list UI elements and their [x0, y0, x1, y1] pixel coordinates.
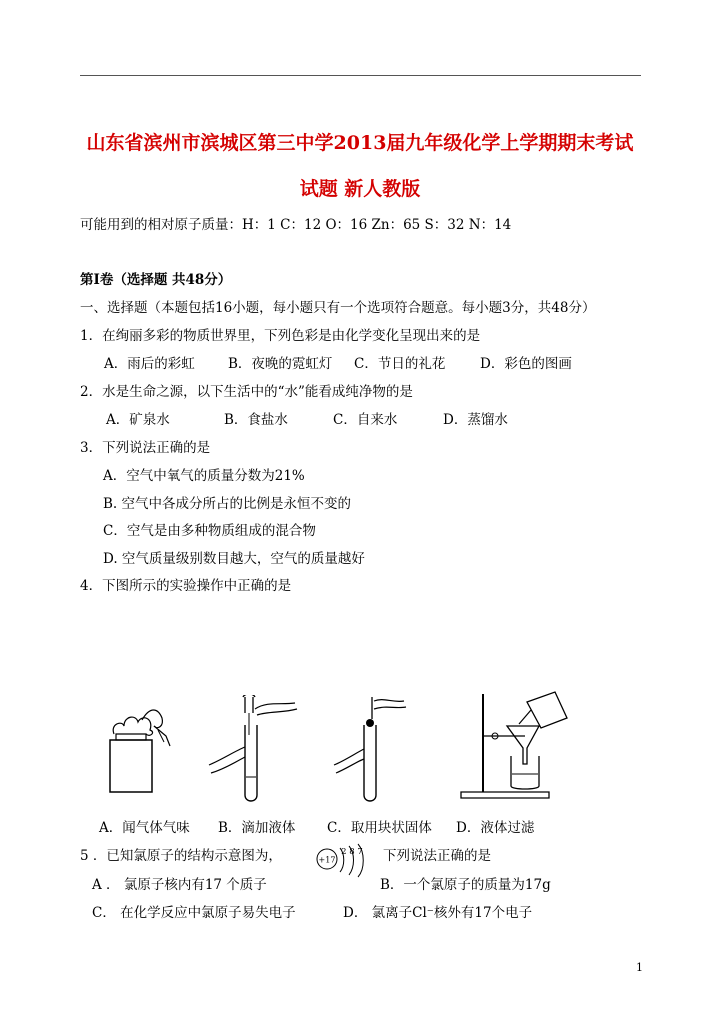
question-3-option-d: D. 空气质量级别数目越大，空气的质量越好 — [103, 551, 365, 567]
atom-shells-label: 2 8 7 — [341, 847, 363, 857]
question-4-option-d: D．液体过滤 — [456, 820, 535, 836]
section-heading: 第Ⅰ卷（选择题 共48分） — [80, 272, 232, 288]
part1-intro: 一、选择题（本题包括16小题，每小题只有一个选项符合题意。每小题3分，共48分） — [80, 300, 596, 316]
question-4-stem: 4．下图所示的实验操作中正确的是 — [80, 578, 292, 594]
question-3-stem: 3．下列说法正确的是 — [80, 440, 211, 456]
take-solid-figure — [330, 695, 420, 805]
question-2-option-c: C．自来水 — [333, 412, 398, 428]
question-3-option-b: B. 空气中各成分所占的比例是永恒不变的 — [103, 496, 352, 512]
question-3-option-a: A．空气中氧气的质量分数为21% — [103, 468, 305, 484]
atom-nucleus-label: +17 — [318, 855, 336, 865]
question-4-option-a: A．闻气体气味 — [99, 820, 190, 836]
question-5-stem-part2: 下列说法正确的是 — [383, 848, 491, 864]
question-1-stem: 1．在绚丽多彩的物质世界里，下列色彩是由化学变化呈现出来的是 — [80, 328, 481, 344]
header-rule — [80, 75, 641, 76]
question-2-option-b: B．食盐水 — [224, 412, 288, 428]
filtration-figure — [455, 690, 580, 805]
page-number: 1 — [636, 961, 643, 974]
question-5-option-d: D． 氯离子Cl⁻核外有17个电子 — [343, 905, 533, 921]
question-5-option-b: B．一个氯原子的质量为17g — [380, 877, 551, 893]
question-5-stem-part1: 5 ．已知氯原子的结构示意图为， — [80, 848, 282, 864]
question-4-option-b: B．滴加液体 — [218, 820, 296, 836]
question-2-stem: 2．水是生命之源，以下生活中的“水”能看成纯净物的是 — [80, 384, 413, 400]
atomic-mass-line: 可能用到的相对原子质量：H：1 C：12 O：16 Zn：65 S：32 N：14 — [80, 217, 512, 233]
question-4-option-c: C．取用块状固体 — [327, 820, 432, 836]
document-title-line2: 试题 新人教版 — [299, 178, 421, 200]
question-1-option-c: C．节日的礼花 — [354, 356, 446, 372]
question-1-option-a: A．雨后的彩虹 — [104, 356, 195, 372]
question-2-option-d: D．蒸馏水 — [443, 412, 508, 428]
question-2-option-a: A．矿泉水 — [106, 412, 170, 428]
drop-liquid-figure — [205, 695, 305, 805]
question-5-option-a: A ． 氯原子核内有17 个质子 — [92, 877, 267, 893]
question-3-option-c: C．空气是由多种物质组成的混合物 — [103, 523, 316, 539]
chlorine-atom-diagram — [313, 842, 375, 880]
question-1-option-d: D．彩色的图画 — [480, 356, 572, 372]
question-1-option-b: B．夜晚的霓虹灯 — [228, 356, 333, 372]
question-5-option-c: C． 在化学反应中氯原子易失电子 — [92, 905, 296, 921]
smell-gas-figure — [100, 700, 180, 800]
document-title-line1: 山东省滨州市滨城区第三中学2013届九年级化学上学期期末考试 — [86, 132, 634, 154]
